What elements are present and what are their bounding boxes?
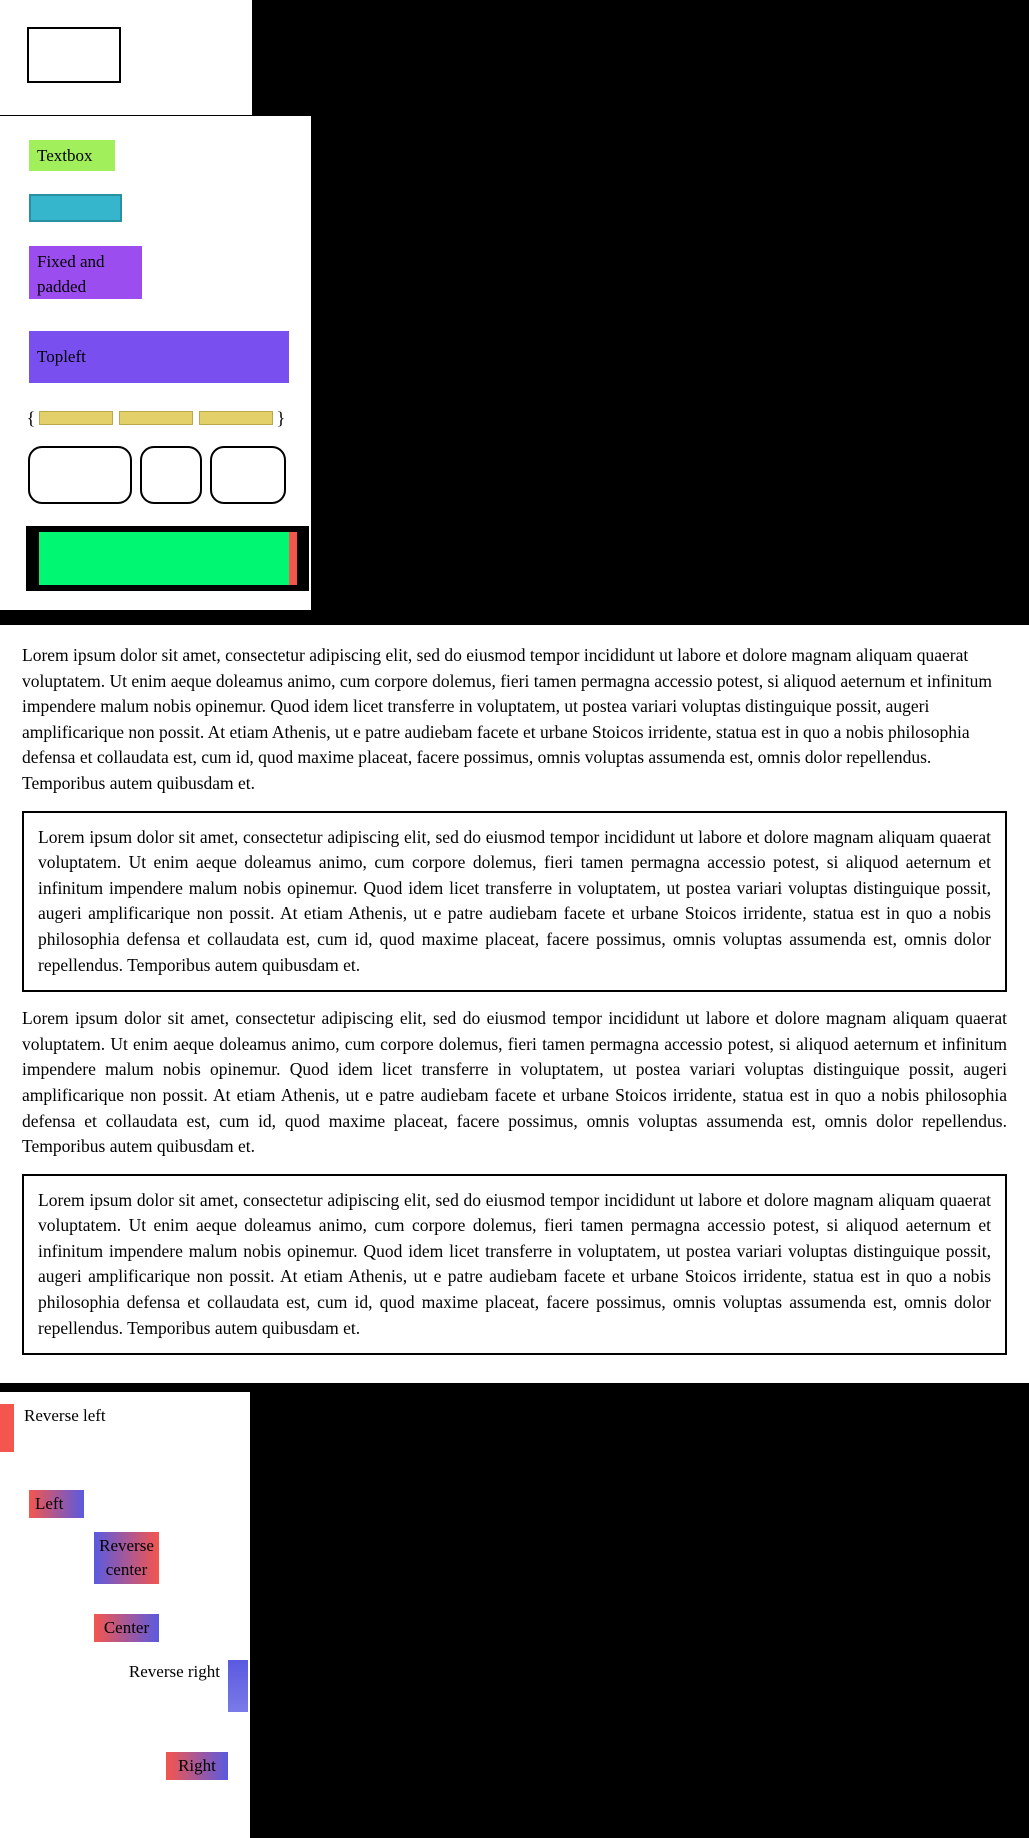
rounded-boxes-row — [28, 446, 286, 504]
textbox-sample: Textbox — [29, 140, 115, 171]
paragraph-boxed-1: Lorem ipsum dolor sit amet, consectetur adipiscing elit, sed do eiusmod tempor incididunt ut labore et dolore magnam aliquam quaerat voluptatem. Ut enim aeque doleamus animo, cum corpore dolemus, fieri tamen permagna accessio potest, si aliquod aeternum et infinitum impendere malum nobis opinemur. Quod idem licet transferre in voluptatem, ut postea variari voluptas distinguique possit, augeri amplificarique non possit. At etiam Athenis, ut e patre audiebam facete et urbane Stoicos irridente, statua est in quo a nobis philosophia defensa et collaudata est, cum id, quod maxime placeat, facere possimus, omnis voluptas assumenda est, omnis dolor repellendus. Temporibus autem quibusdam et. — [38, 826, 991, 975]
panel-text-samples — [0, 625, 1029, 1383]
empty-box — [27, 27, 121, 83]
center-label: Center — [94, 1614, 159, 1642]
segment-bar — [199, 411, 273, 425]
alignment-reverse-right — [120, 1660, 248, 1712]
rounded-box — [210, 446, 286, 504]
rounded-box — [28, 446, 132, 504]
segment-bar — [119, 411, 193, 425]
brace-close-label: } — [276, 407, 286, 428]
reverse-center-label: Reverse center — [94, 1532, 159, 1584]
alignment-left — [29, 1490, 84, 1518]
brace-open-label: { — [26, 407, 36, 428]
alignment-right — [166, 1752, 228, 1780]
reverse-left-bar — [0, 1404, 14, 1452]
paragraph-plain-2: Lorem ipsum dolor sit amet, consectetur adipiscing elit, sed do eiusmod tempor incididunt ut labore et dolore magnam aliquam quaerat voluptatem. Ut enim aeque doleamus animo, cum corpore dolemus, fieri tamen permagna accessio potest, si aliquod aeternum et infinitum impendere malum nobis opinemur. Quod idem licet transferre in voluptatem, ut postea variari voluptas distinguique possit, augeri amplificarique non possit. At etiam Athenis, ut e patre audiebam facete et urbane Stoicos irridente, statua est in quo a nobis philosophia defensa et collaudata est, cum id, quod maxime placeat, facere possimus, omnis voluptas assumenda est, omnis dolor repellendus. Temporibus autem quibusdam et. — [22, 1008, 1007, 1157]
boxed-paragraph-1 — [22, 811, 1007, 993]
alignment-center — [94, 1614, 159, 1642]
topleft-box: Topleft — [29, 331, 289, 383]
boxed-paragraph-2 — [22, 1174, 1007, 1356]
green-bar-container — [26, 526, 309, 591]
paragraph-plain-1: Lorem ipsum dolor sit amet, consectetur adipiscing elit, sed do eiusmod tempor incididunt ut labore et dolore magnam aliquam quaerat voluptatem. Ut enim aeque doleamus animo, cum corpore dolemus, fieri tamen permagna accessio potest, si aliquod aeternum et infinitum impendere malum nobis opinemur. Quod idem licet transferre in voluptatem, ut postea variari voluptas distinguique possit, augeri amplificarique non possit. At etiam Athenis, ut e patre audiebam facete et urbane Stoicos irridente, statua est in quo a nobis philosophia defensa et collaudata est, cum id, quod maxime placeat, facere possimus, omnis voluptas assumenda est, omnis dolor repellendus. Temporibus autem quibusdam et. — [22, 645, 992, 793]
green-bar — [39, 532, 291, 585]
paragraph-boxed-2: Lorem ipsum dolor sit amet, consectetur adipiscing elit, sed do eiusmod tempor incididunt ut labore et dolore magnam aliquam quaerat voluptatem. Ut enim aeque doleamus animo, cum corpore dolemus, fieri tamen permagna accessio potest, si aliquod aeternum et infinitum impendere malum nobis opinemur. Quod idem licet transferre in voluptatem, ut postea variari voluptas distinguique possit, augeri amplificarique non possit. At etiam Athenis, ut e patre audiebam facete et urbane Stoicos irridente, statua est in quo a nobis philosophia defensa et collaudata est, cum id, quod maxime placeat, facere possimus, omnis voluptas assumenda est, omnis dolor repellendus. Temporibus autem quibusdam et. — [38, 1189, 991, 1338]
left-label: Left — [29, 1490, 84, 1518]
reverse-left-label: Reverse left — [24, 1406, 106, 1425]
reverse-right-bar — [228, 1660, 248, 1712]
fixed-padded-box: Fixed and padded — [29, 246, 142, 299]
panel-empty-box — [0, 0, 252, 115]
panel-box-styles — [0, 116, 311, 610]
brace-segments-row — [26, 406, 286, 430]
alignment-reverse-left — [0, 1404, 106, 1452]
alignment-reverse-center — [94, 1532, 159, 1584]
segment-bar — [39, 411, 113, 425]
teal-box — [29, 194, 122, 222]
red-accent-bar — [289, 532, 297, 585]
panel-alignment-samples — [0, 1392, 250, 1838]
right-label: Right — [166, 1752, 228, 1780]
rounded-box — [140, 446, 202, 504]
reverse-right-label: Reverse right — [128, 1662, 220, 1681]
